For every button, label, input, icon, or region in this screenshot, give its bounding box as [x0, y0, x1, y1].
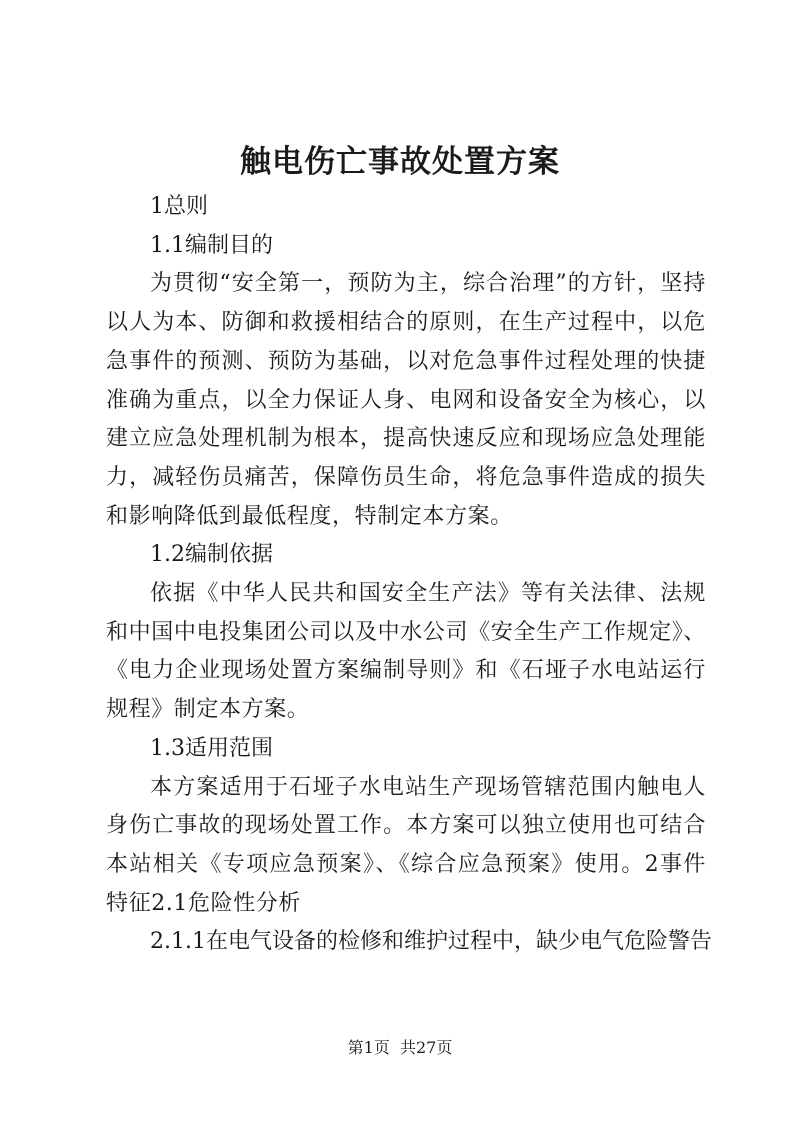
section-1-3-heading: 1.3适用范围	[150, 735, 273, 761]
section-1-3-paragraph: 本方案适用于石垭子水电站生产现场管辖范围内触电人身伤亡事故的现场处置工作。本方案可以独立使用也可结合本站相关《专项应急预案》、《综合应急预案》使用。2事件特征2.1危险性分析	[106, 774, 706, 916]
section-1-1-paragraph: 为贯彻“安全第一，预防为主，综合治理”的方针，坚持以人为本、防御和救援相结合的原则，在生产过程中，以危急事件的预测、预防为基础，以对危急事件过程处理的快捷准确为重点，以全力保证人身、电网和设备安全为核心，以建立应急处理机制为根本，提高快速反应和现场应急处理能力，减轻伤员痛苦，保障伤员生命，将危急事件造成的损失和影响降低到最低程度，特制定本方案。	[106, 271, 706, 529]
page-footer: 第1页 共27页	[347, 1038, 453, 1057]
section-1-2-heading: 1.2编制依据	[150, 542, 273, 568]
section-1-2-paragraph: 依据《中华人民共和国安全生产法》等有关法律、法规和中国中电投集团公司以及中水公司《安全生产工作规定》、《电力企业现场处置方案编制导则》和《石垭子水电站运行规程》制定本方案。	[106, 581, 706, 723]
document-body	[106, 188, 712, 962]
page-title: 触电伤亡事故处置方案	[240, 144, 560, 180]
section-1-heading: 1总则	[150, 194, 208, 219]
section-2-1-1-heading: 2.1.1在电气设备的检修和维护过程中，缺少电气危险警告	[150, 929, 712, 955]
section-1-1-heading: 1.1编制目的	[150, 232, 273, 258]
